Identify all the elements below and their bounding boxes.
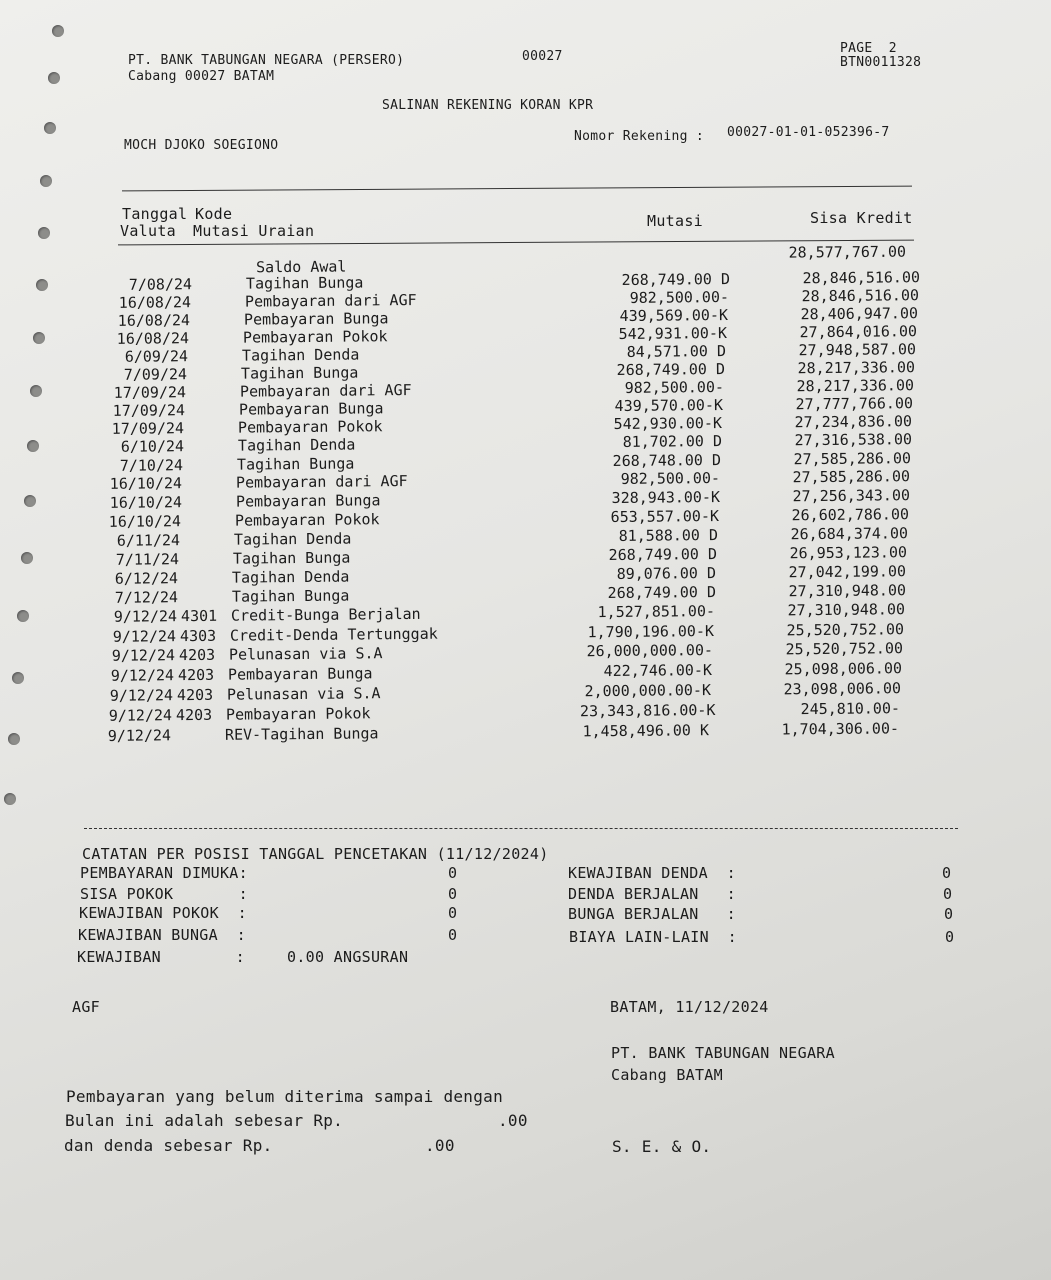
row-description: REV-Tagihan Bunga	[224, 724, 379, 744]
row-mutasi: 268,748.00 D	[612, 450, 722, 471]
note-label-sisa-pokok: SISA POKOK :	[80, 885, 248, 903]
row-sisa-kredit: 28,217,336.00	[797, 358, 916, 378]
row-date: 7/10/24	[119, 456, 184, 475]
feed-hole	[38, 227, 50, 239]
bank-name: PT. BANK TABUNGAN NEGARA (PERSERO)	[128, 53, 405, 68]
row-date: 16/10/24	[109, 493, 183, 512]
row-date: 7/08/24	[128, 275, 193, 294]
document-title: SALINAN REKENING KORAN KPR	[382, 98, 594, 113]
note-label-kewajiban-bunga: KEWAJIBAN BUNGA :	[78, 926, 246, 944]
row-mutasi: 439,569.00-K	[619, 305, 729, 326]
row-sisa-kredit: 27,777,766.00	[795, 394, 914, 414]
row-date: 16/08/24	[118, 293, 192, 312]
row-date: 6/11/24	[116, 531, 181, 550]
row-mutasi: 23,343,816.00-K	[579, 700, 716, 721]
row-mutasi: 422,746.00-K	[603, 661, 713, 681]
note-label-biaya-lain-lain: BIAYA LAIN-LAIN :	[569, 928, 737, 946]
row-sisa-kredit: 27,585,286.00	[793, 449, 912, 469]
note-value-bunga-berjalan: 0	[944, 905, 954, 923]
row-date: 6/09/24	[124, 347, 189, 366]
row-date: 9/12/24	[109, 686, 174, 705]
row-sisa-kredit: 28,217,336.00	[796, 376, 915, 396]
branch-code: 00027	[522, 49, 563, 64]
footer-amount-2: .00	[425, 1136, 455, 1155]
row-date: 7/09/24	[123, 365, 188, 384]
opening-balance-row	[108, 242, 928, 277]
row-code: 4303	[179, 626, 217, 646]
note-label-bunga-berjalan: BUNGA BERJALAN :	[568, 905, 736, 923]
row-description: Credit-Bunga Berjalan	[230, 604, 421, 625]
row-mutasi: 89,076.00 D	[616, 564, 717, 583]
row-code: 4203	[178, 645, 216, 665]
row-description: Pembayaran Bunga	[235, 491, 381, 511]
row-mutasi: 542,931.00-K	[618, 323, 728, 344]
col-header-mutasi-uraian: Mutasi Uraian	[193, 222, 315, 240]
notes-divider	[84, 828, 958, 829]
footer-signer-line1: PT. BANK TABUNGAN NEGARA	[611, 1044, 835, 1062]
row-description: Pembayaran Pokok	[237, 417, 383, 437]
row-sisa-kredit: 28,406,947.00	[800, 304, 919, 324]
row-sisa-kredit: 245,810.00-	[800, 699, 901, 719]
row-code: 4203	[175, 705, 213, 725]
opening-balance-value: 28,577,767.00	[788, 242, 907, 262]
row-sisa-kredit: 27,042,199.00	[788, 562, 907, 582]
row-description: Tagihan Denda	[231, 567, 350, 587]
row-sisa-kredit: 28,846,516.00	[802, 268, 921, 288]
row-date: 7/11/24	[115, 550, 180, 569]
row-sisa-kredit: 26,602,786.00	[791, 505, 910, 525]
row-date: 16/10/24	[109, 474, 183, 493]
row-description: Pembayaran Bunga	[243, 309, 389, 329]
document-id: BTN0011328	[840, 55, 922, 70]
account-number: 00027-01-01-052396-7	[727, 125, 890, 140]
feed-hole	[8, 733, 20, 745]
row-description: Pembayaran Pokok	[242, 327, 388, 347]
col-header-kode: Kode	[195, 205, 233, 223]
row-sisa-kredit: 27,310,948.00	[787, 600, 906, 620]
row-description: Pelunasan via S.A	[226, 684, 381, 704]
row-description: Credit-Denda Tertunggak	[229, 624, 438, 645]
row-description: Pembayaran Bunga	[238, 399, 384, 419]
feed-hole	[17, 610, 29, 622]
feed-hole	[48, 72, 60, 84]
row-sisa-kredit: 23,098,006.00	[783, 679, 902, 699]
row-mutasi: 653,557.00-K	[610, 507, 720, 527]
row-mutasi: 1,527,851.00-	[597, 602, 716, 622]
row-date: 9/12/24	[113, 607, 178, 626]
feed-hole	[21, 552, 33, 564]
col-header-sisa-kredit: Sisa Kredit	[810, 209, 913, 227]
row-description: Pelunasan via S.A	[228, 644, 383, 664]
row-description: Pembayaran dari AGF	[239, 380, 412, 401]
row-date: 6/10/24	[120, 437, 185, 456]
row-date: 17/09/24	[111, 419, 185, 438]
row-mutasi: 1,790,196.00-K	[587, 622, 715, 642]
row-date: 9/12/24	[111, 646, 176, 665]
row-mutasi: 84,571.00 D	[626, 341, 727, 361]
col-header-mutasi: Mutasi	[647, 212, 703, 230]
feed-hole	[24, 495, 36, 507]
row-date: 16/10/24	[108, 512, 182, 531]
feed-hole	[12, 672, 24, 684]
note-value-denda-berjalan: 0	[943, 885, 953, 903]
row-description: Tagihan Bunga	[231, 586, 350, 606]
feed-hole	[4, 793, 16, 805]
row-sisa-kredit: 27,948,587.00	[798, 340, 917, 360]
row-mutasi: 268,749.00 D	[616, 359, 726, 380]
footer-seo: S. E. & O.	[612, 1137, 712, 1156]
feed-hole	[36, 279, 48, 291]
row-description: Pembayaran Bunga	[227, 664, 373, 684]
row-mutasi: 542,930.00-K	[613, 413, 723, 434]
row-date: 9/12/24	[110, 666, 175, 685]
row-sisa-kredit: 27,256,343.00	[792, 486, 911, 506]
header-divider	[122, 186, 912, 192]
row-sisa-kredit: 27,316,538.00	[794, 430, 913, 450]
note-label-kewajiban-pokok: KEWAJIBAN POKOK :	[79, 904, 247, 922]
row-mutasi: 268,749.00 D	[608, 545, 718, 565]
footer-message-line1: Pembayaran yang belum diterima sampai dengan	[66, 1087, 504, 1106]
feed-hole	[27, 440, 39, 452]
row-description: Pembayaran Pokok	[234, 510, 380, 530]
row-description: Pembayaran dari AGF	[244, 290, 417, 311]
row-description: Tagihan Denda	[241, 345, 360, 365]
feed-hole	[44, 122, 56, 134]
row-mutasi: 268,749.00 D	[621, 269, 731, 290]
note-value-kewajiban: 0.00 ANGSURAN	[287, 948, 409, 966]
row-date: 9/12/24	[108, 706, 173, 725]
row-mutasi: 2,000,000.00-K	[584, 681, 712, 701]
row-description: Tagihan Bunga	[232, 548, 351, 568]
row-date: 17/09/24	[112, 401, 186, 420]
row-sisa-kredit: 28,846,516.00	[801, 286, 920, 306]
footer-signer-line2: Cabang BATAM	[611, 1066, 723, 1084]
row-mutasi: 439,570.00-K	[614, 395, 724, 416]
row-sisa-kredit: 25,520,752.00	[785, 639, 904, 659]
note-label-kewajiban-denda: KEWAJIBAN DENDA :	[568, 864, 736, 882]
row-sisa-kredit: 27,864,016.00	[799, 322, 918, 342]
customer-name: MOCH DJOKO SOEGIONO	[124, 138, 279, 153]
branch-name: Cabang 00027 BATAM	[128, 69, 275, 84]
row-sisa-kredit: 25,098,006.00	[784, 659, 903, 679]
row-date: 16/08/24	[117, 311, 191, 330]
page-number: PAGE 2	[840, 41, 897, 56]
row-code: 4203	[177, 665, 215, 685]
note-value-sisa-pokok: 0	[448, 885, 458, 903]
note-label-pembayaran-dimuka: PEMBAYARAN DIMUKA:	[80, 864, 248, 882]
row-sisa-kredit: 27,310,948.00	[788, 581, 907, 601]
row-sisa-kredit: 27,234,836.00	[794, 412, 913, 432]
row-mutasi: 81,588.00 D	[618, 526, 719, 545]
row-sisa-kredit: 25,520,752.00	[786, 620, 905, 640]
row-mutasi: 26,000,000.00-	[586, 641, 714, 661]
row-mutasi: 982,500.00-	[620, 468, 721, 488]
account-label: Nomor Rekening :	[574, 129, 705, 144]
row-date: 7/12/24	[114, 588, 179, 607]
row-date: 6/12/24	[114, 569, 179, 588]
row-description: Tagihan Denda	[233, 529, 352, 549]
col-header-tanggal: Tanggal	[122, 205, 188, 223]
row-description: Pembayaran dari AGF	[235, 471, 408, 492]
note-value-kewajiban-denda: 0	[942, 864, 952, 882]
footer-agf: AGF	[72, 998, 100, 1016]
feed-hole	[33, 332, 45, 344]
row-description: Tagihan Bunga	[240, 363, 359, 383]
footer-message-line3: dan denda sebesar Rp.	[64, 1136, 273, 1155]
row-description: Tagihan Denda	[237, 435, 356, 455]
footer-amount-1: .00	[498, 1111, 528, 1130]
feed-hole	[52, 25, 64, 37]
row-mutasi: 81,702.00 D	[622, 431, 723, 451]
note-value-biaya-lain-lain: 0	[945, 928, 955, 946]
row-date: 9/12/24	[107, 726, 172, 745]
footer-message-line2: Bulan ini adalah sebesar Rp.	[65, 1111, 344, 1130]
note-label-denda-berjalan: DENDA BERJALAN :	[568, 885, 736, 903]
notes-title: CATATAN PER POSISI TANGGAL PENCETAKAN (11/12/2024)	[82, 845, 549, 863]
row-sisa-kredit: 26,684,374.00	[790, 524, 909, 544]
row-code: 4301	[180, 606, 218, 626]
row-code: 4203	[176, 685, 214, 705]
row-mutasi: 1,458,496.00 K	[582, 721, 710, 741]
row-mutasi: 982,500.00-	[629, 287, 730, 307]
row-sisa-kredit: 26,953,123.00	[789, 543, 908, 563]
row-date: 16/08/24	[116, 329, 190, 348]
row-sisa-kredit: 1,704,306.00-	[781, 719, 900, 739]
row-description: Tagihan Bunga	[245, 273, 364, 293]
row-mutasi: 982,500.00-	[624, 377, 725, 397]
note-value-kewajiban-pokok: 0	[448, 904, 458, 922]
note-value-pembayaran-dimuka: 0	[448, 864, 458, 882]
row-description: Tagihan Bunga	[236, 454, 355, 474]
row-description: Pembayaran Pokok	[225, 704, 371, 724]
feed-hole	[30, 385, 42, 397]
row-mutasi: 268,749.00 D	[607, 583, 717, 603]
row-date: 9/12/24	[112, 627, 177, 646]
row-sisa-kredit: 27,585,286.00	[792, 467, 911, 487]
opening-balance-desc: Saldo Awal	[256, 257, 347, 277]
row-date: 17/09/24	[113, 383, 187, 402]
footer-place-date: BATAM, 11/12/2024	[610, 998, 769, 1016]
note-value-kewajiban-bunga: 0	[448, 926, 458, 944]
row-mutasi: 328,943.00-K	[611, 487, 721, 508]
feed-hole	[40, 175, 52, 187]
col-header-valuta: Valuta	[120, 222, 176, 240]
note-label-kewajiban: KEWAJIBAN :	[77, 948, 245, 966]
